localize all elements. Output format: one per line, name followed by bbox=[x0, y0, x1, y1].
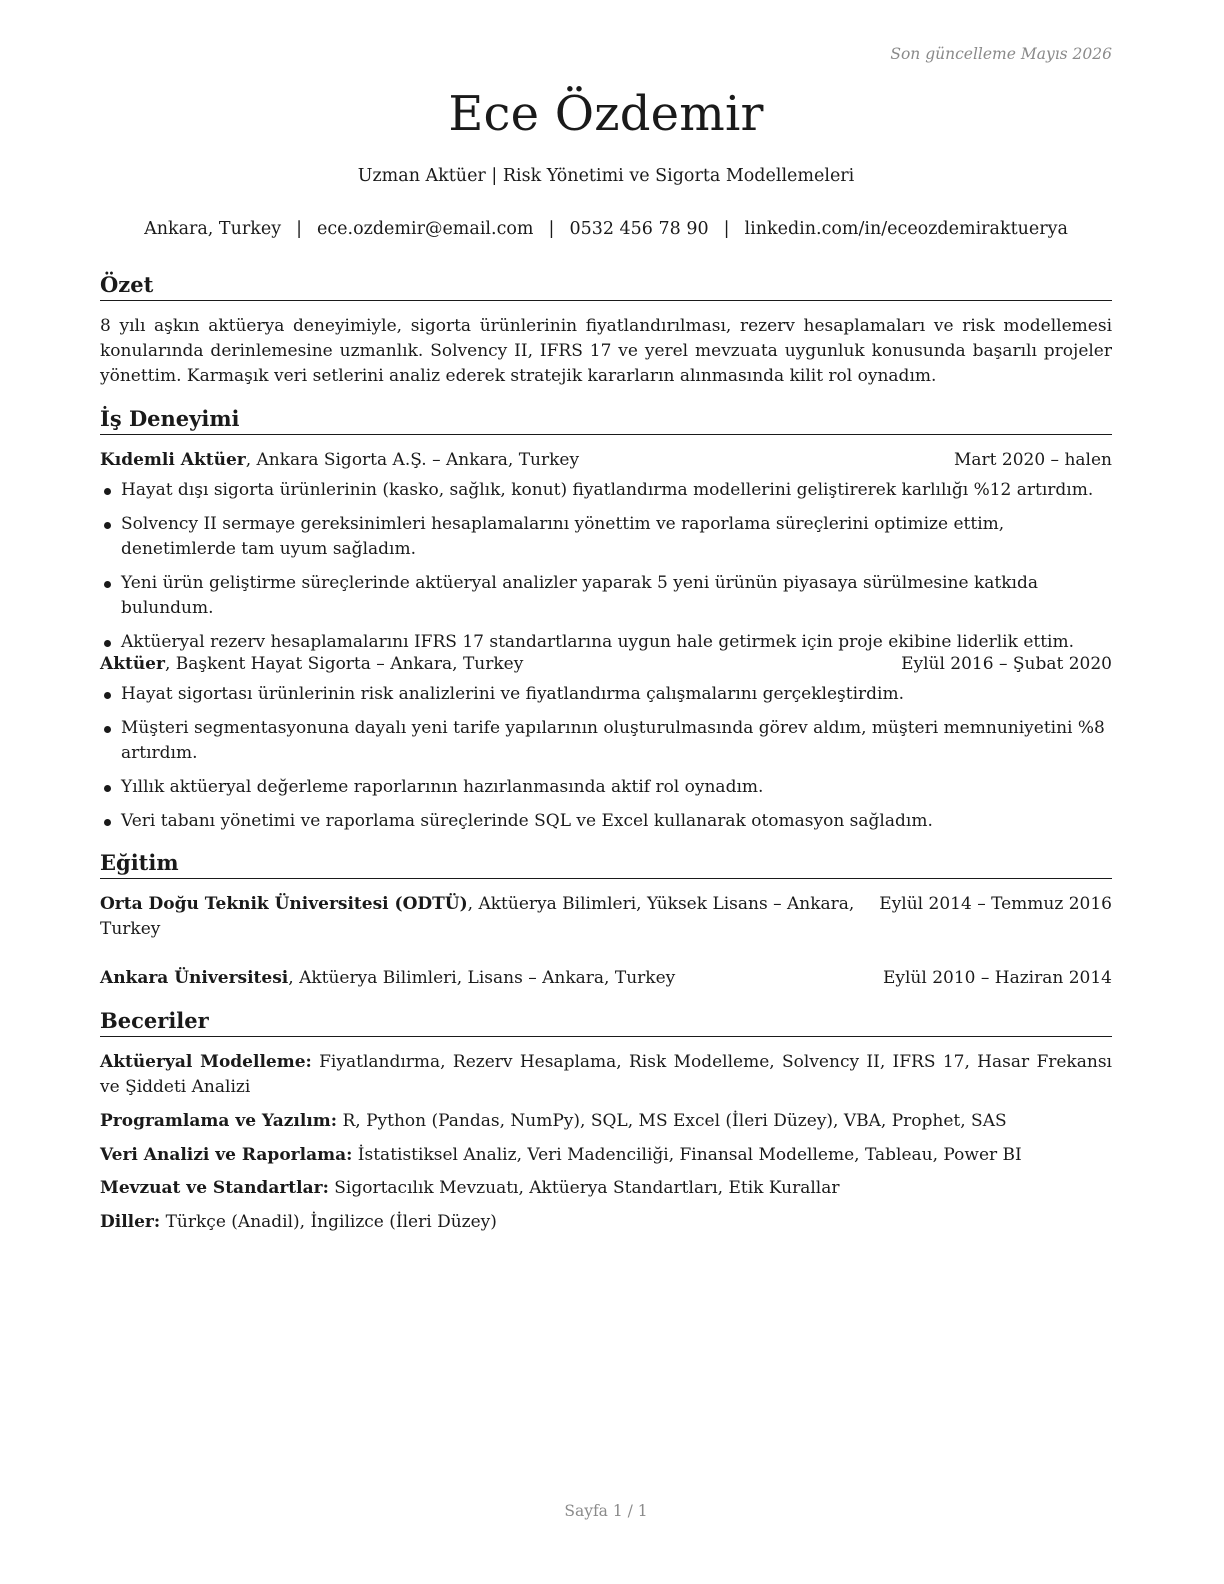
job-bullets bbox=[100, 682, 1118, 843]
skill-value: Türkçe (Anadil), İngilizce (İleri Düzey) bbox=[165, 1212, 497, 1232]
page-number: Sayfa 1 / 1 bbox=[564, 1502, 648, 1520]
skill-label: Mevzuat ve Standartlar: bbox=[100, 1178, 329, 1198]
skill-value: Sigortacılık Mevzuatı, Aktüerya Standartları, Etik Kurallar bbox=[334, 1178, 840, 1198]
skill-label: Programlama ve Yazılım: bbox=[100, 1111, 338, 1131]
section-title-summary: Özet bbox=[100, 271, 1112, 301]
skill-value: İstatistiksel Analiz, Veri Madenciliği, Finansal Modelleme, Tableau, Power BI bbox=[357, 1145, 1022, 1165]
education-detail: , Aktüerya Bilimleri, Lisans – Ankara, Turkey bbox=[288, 968, 676, 988]
list-item: Yeni ürün geliştirme süreçlerinde aktüeryal analizler yaparak 5 yeni ürünün piyasaya sürülmesine katkıda bulundum. bbox=[100, 571, 1118, 621]
education-school: Ankara Üniversitesi bbox=[100, 968, 289, 988]
job-role: Aktüer bbox=[100, 654, 165, 674]
candidate-name: Ece Özdemir bbox=[448, 86, 764, 142]
contact-location: Ankara, Turkey bbox=[144, 219, 282, 239]
candidate-headline: Uzman Aktüer | Risk Yönetimi ve Sigorta Modellemeleri bbox=[357, 166, 855, 186]
skill-item bbox=[100, 1143, 1112, 1168]
job-header bbox=[100, 652, 1112, 677]
education-dates: Eylül 2010 – Haziran 2014 bbox=[882, 968, 1112, 988]
job-dates: Eylül 2016 – Şubat 2020 bbox=[901, 654, 1112, 674]
list-item: Hayat dışı sigorta ürünlerinin (kasko, sağlık, konut) fiyatlandırma modellerini geliştirerek karlılığı %12 artırdım. bbox=[100, 478, 1118, 503]
summary-text: 8 yılı aşkın aktüerya deneyimiyle, sigorta ürünlerinin fiyatlandırılması, rezerv hesaplamaları ve risk modellemesi konularında derinlemesine uzmanlık. Solvency II, IFRS 17 ve yerel mevzuata uygunluk konusunda başarılı projeler yönettim. Karmaşık veri setlerini analiz ederek stratejik kararların alınmasında kilit rol oynadım. bbox=[100, 316, 1112, 386]
contact-phone: 0532 456 78 90 bbox=[569, 219, 709, 239]
education-entry bbox=[100, 966, 1112, 991]
education-detail: , Aktüerya Bilimleri, Yüksek Lisans – Ankara, Turkey bbox=[100, 894, 855, 939]
contact-linkedin[interactable]: linkedin.com/in/eceozdemiraktuerya bbox=[744, 219, 1068, 239]
skill-value: Fiyatlandırma, Rezerv Hesaplama, Risk Modelleme, Solvency II, IFRS 17, Hasar Frekansı ve Şiddeti Analizi bbox=[100, 1052, 1112, 1097]
list-item: Hayat sigortası ürünlerinin risk analizlerini ve fiyatlandırma çalışmalarını gerçekleştirdim. bbox=[100, 682, 1118, 707]
list-item: Müşteri segmentasyonuna dayalı yeni tarife yapılarının oluşturulmasında görev aldım, müşteri memnuniyetini %8 artırdım. bbox=[100, 716, 1118, 766]
skill-label: Aktüeryal Modelleme: bbox=[100, 1052, 312, 1072]
education-dates: Eylül 2014 – Temmuz 2016 bbox=[879, 894, 1112, 914]
skill-label: Veri Analizi ve Raporlama: bbox=[100, 1145, 353, 1165]
list-item: Yıllık aktüeryal değerleme raporlarının hazırlanmasında aktif rol oynadım. bbox=[100, 775, 1118, 800]
education-school: Orta Doğu Teknik Üniversitesi (ODTÜ) bbox=[100, 894, 468, 914]
job-dates: Mart 2020 – halen bbox=[953, 450, 1112, 470]
list-item: Veri tabanı yönetimi ve raporlama süreçlerinde SQL ve Excel kullanarak otomasyon sağladım. bbox=[100, 809, 1118, 834]
job-organization: , Ankara Sigorta A.Ş. – Ankara, Turkey bbox=[245, 450, 580, 470]
job-title-line bbox=[100, 652, 523, 677]
job-header bbox=[100, 448, 1112, 473]
list-item: Solvency II sermaye gereksinimleri hesaplamalarını yönettim ve raporlama süreçlerini optimize ettim, denetimlerde tam uyum sağladım. bbox=[100, 512, 1118, 562]
education-title-line bbox=[100, 966, 675, 991]
job-title-line bbox=[100, 448, 579, 473]
skill-item bbox=[100, 1210, 1112, 1235]
section-title-skills: Beceriler bbox=[100, 1007, 1112, 1037]
list-item: Aktüeryal rezerv hesaplamalarını IFRS 17 standartlarına uygun hale getirmek için proje ekibine liderlik ettim. bbox=[100, 630, 1118, 655]
skill-value: R, Python (Pandas, NumPy), SQL, MS Excel (İleri Düzey), VBA, Prophet, SAS bbox=[342, 1111, 1007, 1131]
resume-page bbox=[100, 0, 1112, 1584]
last-updated-note: Son güncelleme Mayıs 2026 bbox=[890, 45, 1112, 63]
skill-item bbox=[100, 1050, 1112, 1100]
contact-line bbox=[100, 219, 1112, 239]
job-role: Kıdemli Aktüer bbox=[100, 450, 246, 470]
skill-item bbox=[100, 1109, 1112, 1134]
section-title-education: Eğitim bbox=[100, 849, 1112, 879]
job-organization: , Başkent Hayat Sigorta – Ankara, Turkey bbox=[164, 654, 524, 674]
job-bullets bbox=[100, 478, 1118, 664]
section-title-experience: İş Deneyimi bbox=[100, 405, 1112, 435]
contact-separator: | bbox=[548, 219, 555, 239]
skill-label: Diller: bbox=[100, 1212, 161, 1232]
education-entry bbox=[100, 892, 1112, 942]
skill-item bbox=[100, 1176, 1112, 1201]
contact-separator: | bbox=[296, 219, 302, 239]
contact-separator: | bbox=[723, 219, 730, 239]
contact-email[interactable]: ece.ozdemir@email.com bbox=[317, 219, 534, 239]
